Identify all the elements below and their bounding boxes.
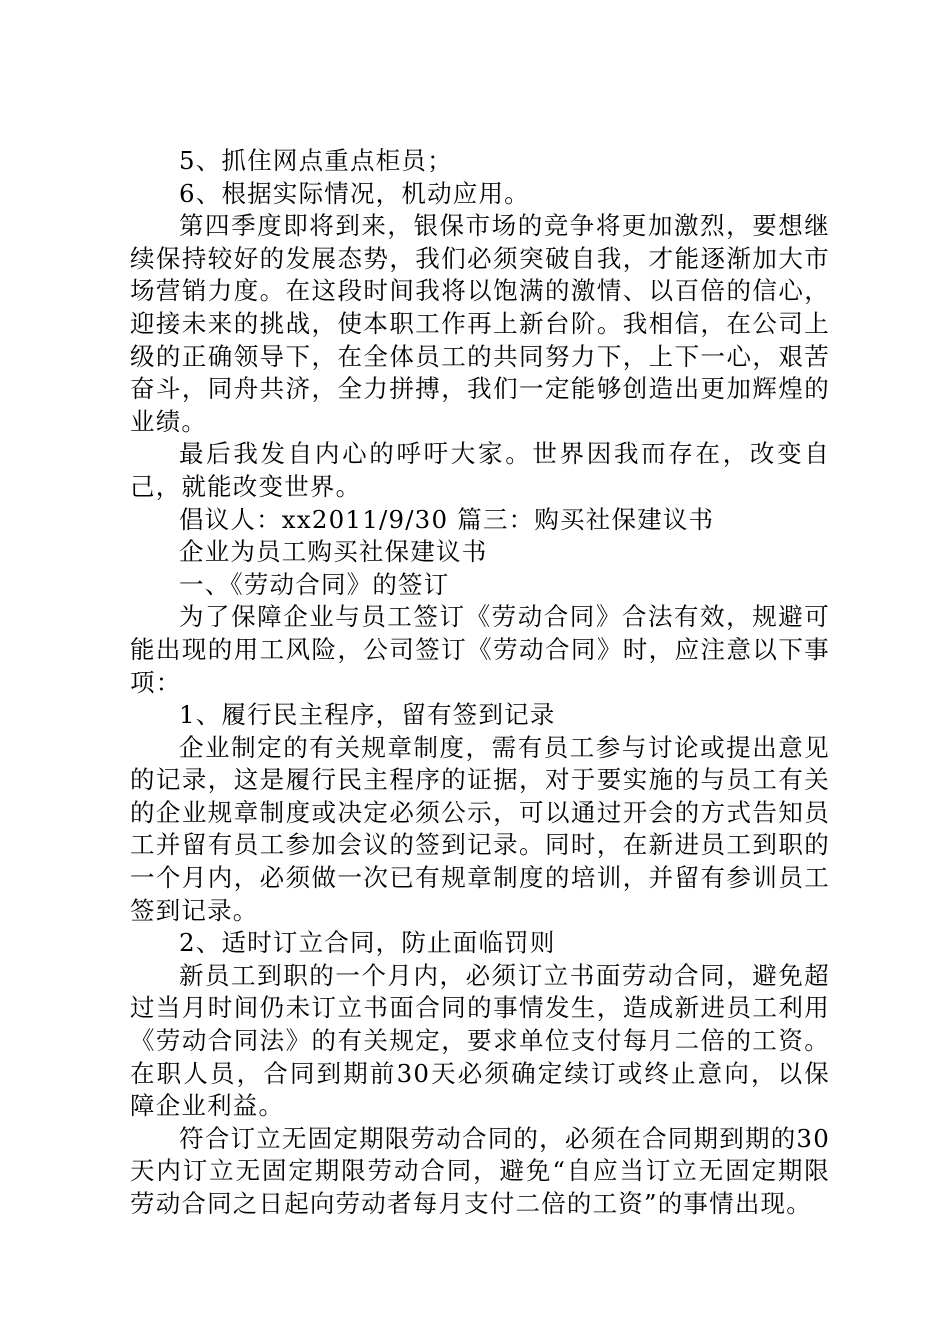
paragraph-contract-intro: 为了保障企业与员工签订《劳动合同》合法有效，规避可能出现的用工风险，公司签订《劳动合同》时，应注意以下事项：	[130, 602, 830, 697]
paragraph-open-ended-contract: 符合订立无固定期限劳动合同的，必须在合同期到期的30天内订立无固定期限劳动合同，避免“自应当订立无固定期限劳动合同之日起向劳动者每月支付二倍的工资”的事情出现。	[130, 1123, 830, 1218]
signature-line: 倡议人：xx2011/9/30 篇三：购买社保建议书	[179, 504, 715, 534]
paragraph-fourth-quarter: 第四季度即将到来，银保市场的竞争将更加激烈，要想继续保持较好的发展态势，我们必须突破自我，才能逐渐加大市场营销力度。在这段时间我将以饱满的激情、以百倍的信心，迎接未来的挑战，使本职工作再上新台阶。我相信，在公司上级的正确领导下，在全体员工的共同努力下，上下一心，艰苦奋斗，同舟共济，全力拼搏，我们一定能够创造出更加辉煌的业绩。	[130, 211, 830, 436]
subheading-timely-contract: 2、适时订立合同，防止面临罚则	[179, 928, 556, 958]
document-page	[130, 145, 830, 1221]
paragraph-new-employee-contract: 新员工到职的一个月内，必须订立书面劳动合同，避免超过当月时间仍未订立书面合同的事情发生，造成新进员工利用《劳动合同法》的有关规定，要求单位支付每月二倍的工资。在职人员，合同到期前30天必须确定续订或终止意向，以保障企业利益。	[130, 960, 830, 1121]
paragraph-closing-appeal: 最后我发自内心的呼吁大家。世界因我而存在，改变自己，就能改变世界。	[130, 439, 830, 501]
heading-contract-signing: 一、《劳动合同》的签订	[179, 569, 450, 599]
section-title: 企业为员工购买社保建议书	[179, 537, 488, 567]
list-item-5: 5、抓住网点重点柜员；	[179, 146, 453, 175]
paragraph-rules-regulations: 企业制定的有关规章制度，需有员工参与讨论或提出意见的记录，这是履行民主程序的证据，对于要实施的与员工有关的企业规章制度或决定必须公示，可以通过开会的方式告知员工并留有员工参加会议的签到记录。同时，在新进员工到职的一个月内，必须做一次已有规章制度的培训，并留有参训员工签到记录。	[130, 732, 830, 925]
subheading-democratic-procedure: 1、履行民主程序，留有签到记录	[179, 700, 556, 730]
list-item-6: 6、根据实际情况，机动应用。	[179, 178, 530, 208]
